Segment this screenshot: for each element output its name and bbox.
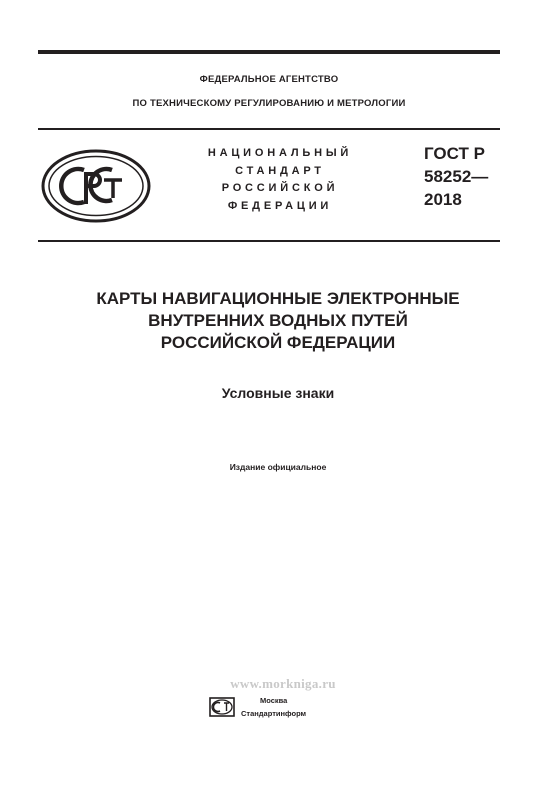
publisher-city: Москва (260, 696, 288, 705)
top-rule (38, 50, 500, 54)
document-title-line: ВНУТРЕННИХ ВОДНЫХ ПУТЕЙ (148, 311, 408, 330)
title-block-rule (38, 240, 500, 242)
agency-name-line1: ФЕДЕРАЛЬНОЕ АГЕНТСТВО (199, 74, 339, 85)
national-standard-label (190, 145, 370, 215)
national-standard-line: СТАНДАРТ (235, 164, 325, 177)
standard-code-line: 58252— (424, 167, 489, 186)
document-title-line: РОССИЙСКОЙ ФЕДЕРАЦИИ (160, 333, 396, 352)
document-title (38, 288, 518, 354)
document-subtitle: Условные знаки (221, 385, 335, 401)
agency-name-line2: ПО ТЕХНИЧЕСКОМУ РЕГУЛИРОВАНИЮ И МЕТРОЛОГИИ (132, 98, 406, 109)
edition-note: Издание официальное (229, 462, 327, 472)
standard-code-line: 2018 (424, 190, 462, 209)
national-standard-line: НАЦИОНАЛЬНЫЙ (207, 147, 353, 159)
publisher-logo (209, 697, 235, 717)
header-rule (38, 128, 500, 130)
document-title-line: КАРТЫ НАВИГАЦИОННЫЕ ЭЛЕКТРОННЫЕ (96, 289, 460, 308)
gost-rst-logo (40, 148, 152, 224)
watermark-text: www.morkniga.ru (230, 676, 336, 691)
standard-code (424, 142, 488, 211)
standard-code-line: ГОСТ Р (424, 144, 485, 163)
publisher-name: Стандартинформ (241, 709, 307, 718)
national-standard-line: ФЕДЕРАЦИИ (227, 199, 333, 212)
national-standard-line: РОССИЙСКОЙ (221, 182, 339, 194)
